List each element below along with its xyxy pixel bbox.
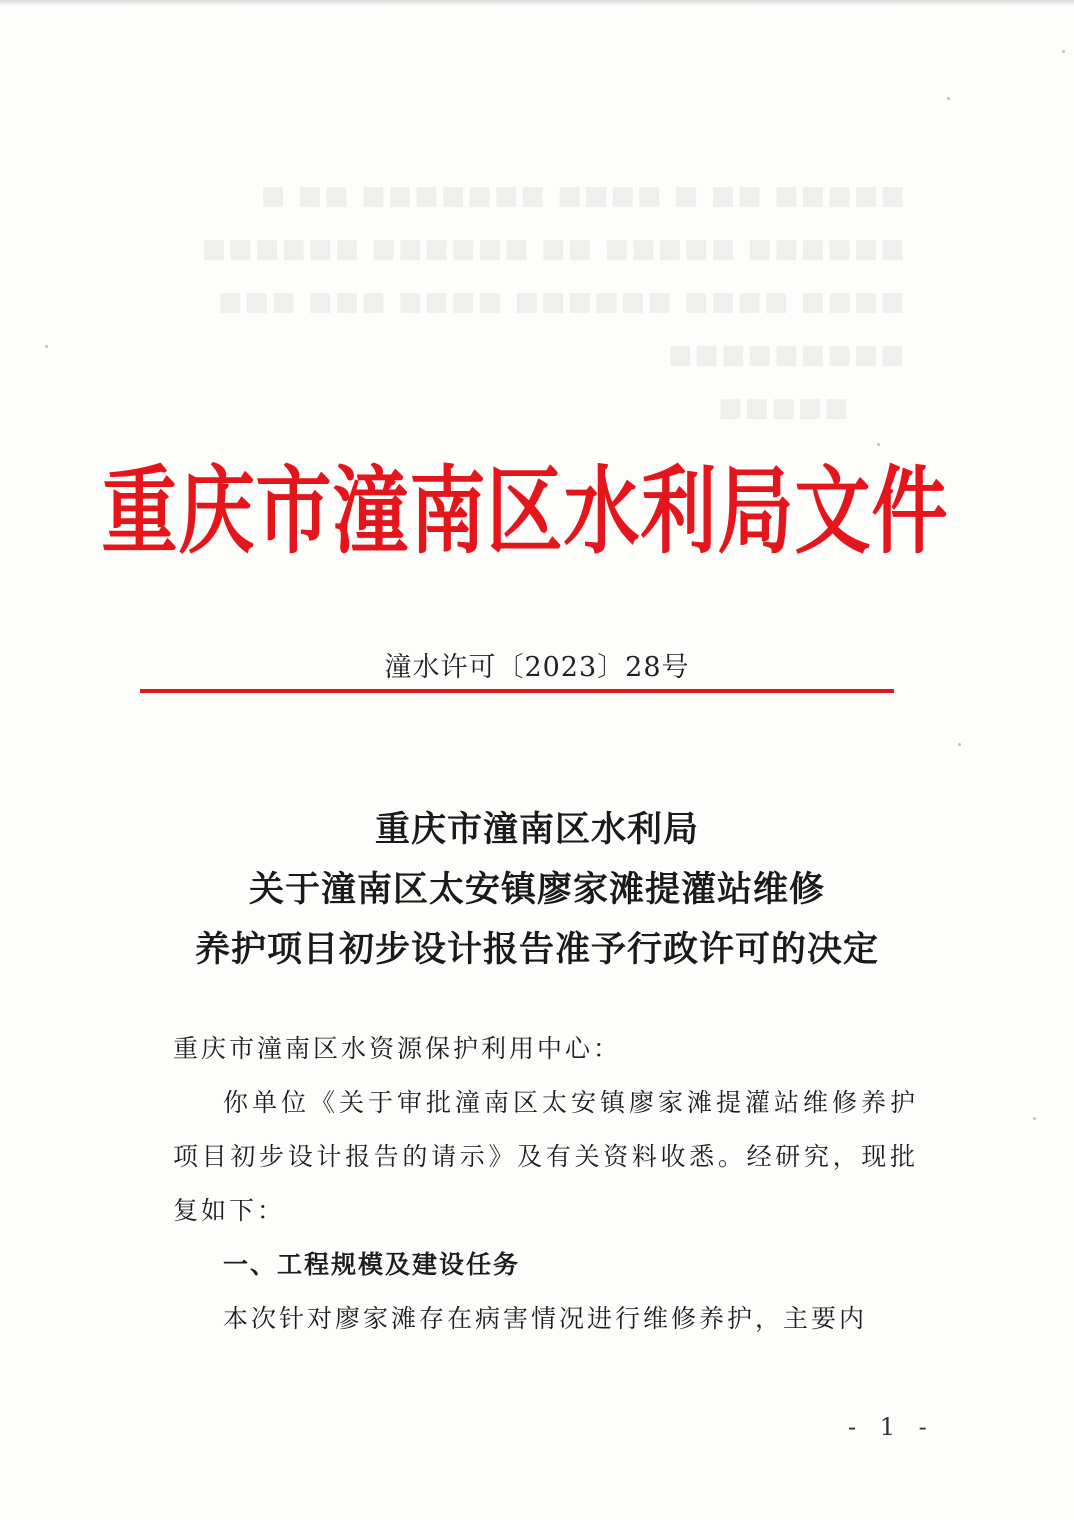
scan-speck [958, 743, 961, 746]
title-line-3: 养护项目初步设计报告准予行政许可的决定 [194, 929, 879, 970]
recipient-line: 重庆市潼南区水资源保护利用中心： [173, 1034, 622, 1063]
masthead [101, 438, 949, 568]
bleed-through-texture: ■■■■■ ■■ ■ ■■■■ ■■■■■■■ ■■ ■ ■■■■■■ ■■■■■ ■■ ■■■■■■ ■■■■■■ ■■■■ ■■■■ ■■■■■■ ■■■■ ■■■ ■■■ ■■■■■■■■■ ■■■■■ [199, 181, 905, 423]
scan-speck [877, 443, 880, 446]
masthead-title: 重庆市潼南区水利局文件 [101, 454, 949, 567]
scan-edge-shadow [0, 0, 1074, 6]
title-line-2: 关于潼南区太安镇廖家滩提灌站维修 [248, 869, 825, 910]
scan-speck [1062, 50, 1065, 53]
scan-speck [947, 97, 950, 100]
body-paragraph-1: 你单位《关于审批潼南区太安镇廖家滩提灌站维修养护项目初步设计报告的请示》及有关资料收悉。经研究，现批复如下： [173, 1088, 918, 1225]
body-paragraph-2: 本次针对廖家滩存在病害情况进行维修养护，主要内 [223, 1304, 868, 1333]
scan-speck [1033, 1117, 1036, 1120]
document-body [173, 1022, 918, 1346]
section-heading-1: 一、工程规模及建设任务 [223, 1250, 521, 1279]
red-separator-line [140, 689, 894, 693]
document-title [0, 800, 1074, 980]
document-number: 潼水许可〔2023〕28号 [384, 652, 690, 683]
page-number: - 1 - [848, 1413, 935, 1441]
title-line-1: 重庆市潼南区水利局 [374, 809, 699, 850]
scan-speck [45, 345, 48, 348]
